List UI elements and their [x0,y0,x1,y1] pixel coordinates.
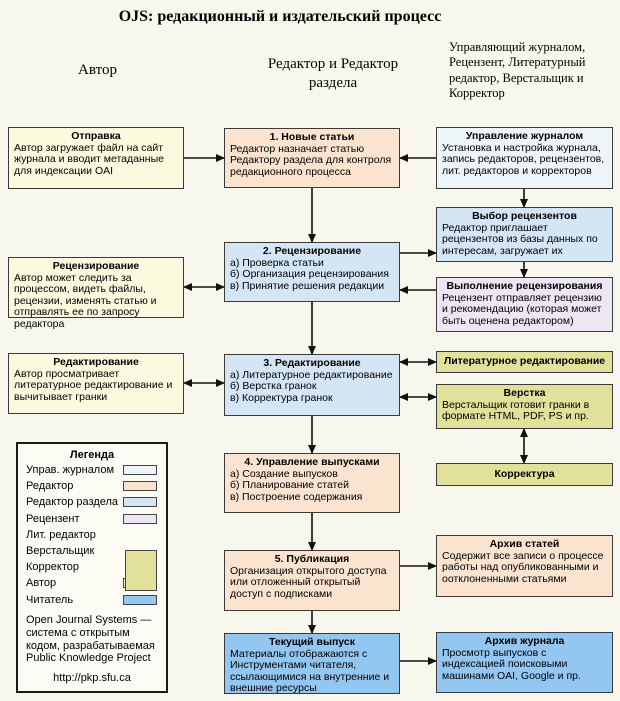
box-proofreading [436,463,613,486]
list-item: б) Планирование статей [230,479,349,491]
box-title: Литературное редактирование [443,355,606,368]
legend-label: Автор [26,577,57,590]
box-copyediting [436,351,613,373]
diagram-title: OJS: редакционный и издательский процесс [118,8,442,25]
legend-swatch-journal-manager [123,465,157,475]
box-title: 3. Редактирование [263,357,361,369]
legend-label: Корректор [26,561,79,574]
box-title: Выбор рецензентов [472,210,577,222]
box-body: Автор просматривает литературное редактирование и вычитывает гранки [14,367,173,403]
box-body: Верстальщик готовит гранки в формате HTML, PDF, PS и пр. [442,398,590,422]
list-item: в) Построение содержания [230,490,363,503]
list-item: а) Проверка статьи [230,256,324,269]
legend-note: Open Journal Systems — система с открытым кодом, разрабатываемая Public Knowledge Project [26,614,155,665]
column-header-staff: Управляющий журналом, Рецензент, Литературный редактор, Верстальщик и Корректор [449,40,586,100]
box-title: Верстка [503,387,546,399]
box-body: Материалы отображаются с Инструментами читателя, ссылающимися на внутренние и внешние ресурсы [230,647,390,694]
box-body: Редактор назначает статью Редактору раздела для контроля редакционного процесса [230,142,392,178]
box-journal-archive [436,632,613,693]
list-item: б) Организация рецензирования [230,268,389,280]
list-item: а) Создание выпусков [230,467,338,480]
legend-row [18,494,166,510]
legend-swatch-reviewer [123,514,157,524]
box-body: Автор загружает файл на сайт журнала и вводит метаданные для индексации OAI [14,141,164,177]
legend-title: Легенда [69,449,115,461]
box-layout [436,384,613,429]
legend-row [18,592,166,608]
legend-row [18,511,166,527]
legend-label: Лит. редактор [26,528,96,541]
box-author-review [8,257,184,330]
box-reviewer-selection [436,207,613,262]
legend-swatch-editor [123,481,157,491]
box-author-editing [8,353,184,414]
legend-row [18,527,166,543]
box-step3-editing [224,354,400,416]
box-step2-review [224,242,400,302]
box-body: Редактор приглашает рецензентов из базы данных по интересам, загружает их [442,221,598,257]
legend-swatch-layout-group [125,550,157,591]
box-body: Просмотр выпусков с индексацией поисковыми машинами OAI, Google и пр. [442,646,581,682]
box-current-issue [224,633,400,694]
box-title: Отправка [71,130,121,142]
box-step1-new-articles [224,128,400,188]
box-submission [8,127,184,189]
box-title: Корректура [494,467,555,480]
box-title: Текущий выпуск [269,636,355,648]
box-review-execution [436,277,613,332]
legend-label: Управ. журналом [26,464,115,477]
legend-url: http://pkp.sfu.ca [53,672,131,684]
box-title: 4. Управление выпусками [244,456,380,468]
box-title: 5. Публикация [274,553,350,565]
legend-label: Редактор раздела [26,496,119,509]
box-title: 2. Рецензирование [262,245,362,257]
legend-row [18,478,166,494]
box-journal-management [436,127,613,189]
box-title: Выполнение рецензирования [446,280,603,292]
box-title: 1. Новые статьи [269,131,355,143]
legend-swatch-section-editor [123,497,157,507]
legend-box [16,442,168,693]
box-title: Архив журнала [484,635,565,647]
list-item: б) Верстка гранок [230,380,317,392]
list-item: в) Корректура гранок [230,391,333,404]
box-title: Управление журналом [465,130,584,142]
box-body: Установка и настройка журнала, запись редакторов, рецензентов, лит. редакторов и корректоров [442,141,605,177]
legend-label: Редактор [26,480,74,493]
list-item: в) Принятие решения редакции [230,279,385,292]
box-step4-issue-management [224,453,400,513]
legend-label: Верстальщик [26,545,95,558]
box-body: Автор может следить за процессом, видеть файлы, рецензии, изменять статью и отправлять ее по запросу редактора [14,271,157,330]
legend-label: Рецензент [26,512,80,525]
list-item: а) Литературное редактирование [230,368,393,381]
legend-swatch-reader [123,595,157,605]
box-body: Организация открытого доступа или отложенный открытый доступ с подписками [230,564,387,600]
box-body: Содержит все записи о процессе работы над опубликованными и оотклоненными статьями [442,549,604,585]
box-step5-publication [224,550,400,611]
column-header-editor: Редактор и Редактор раздела [267,56,399,91]
box-title: Рецензирование [52,260,140,272]
box-article-archive [436,535,613,597]
box-title: Архив статей [489,538,560,550]
legend-row [18,462,166,478]
legend-label: Читатель [26,593,74,606]
column-header-author: Автор [78,62,117,78]
box-body: Рецензент отправляет рецензию и рекомендацию (которая может быть оценена редактором) [442,291,602,327]
box-title: Редактирование [53,356,139,368]
